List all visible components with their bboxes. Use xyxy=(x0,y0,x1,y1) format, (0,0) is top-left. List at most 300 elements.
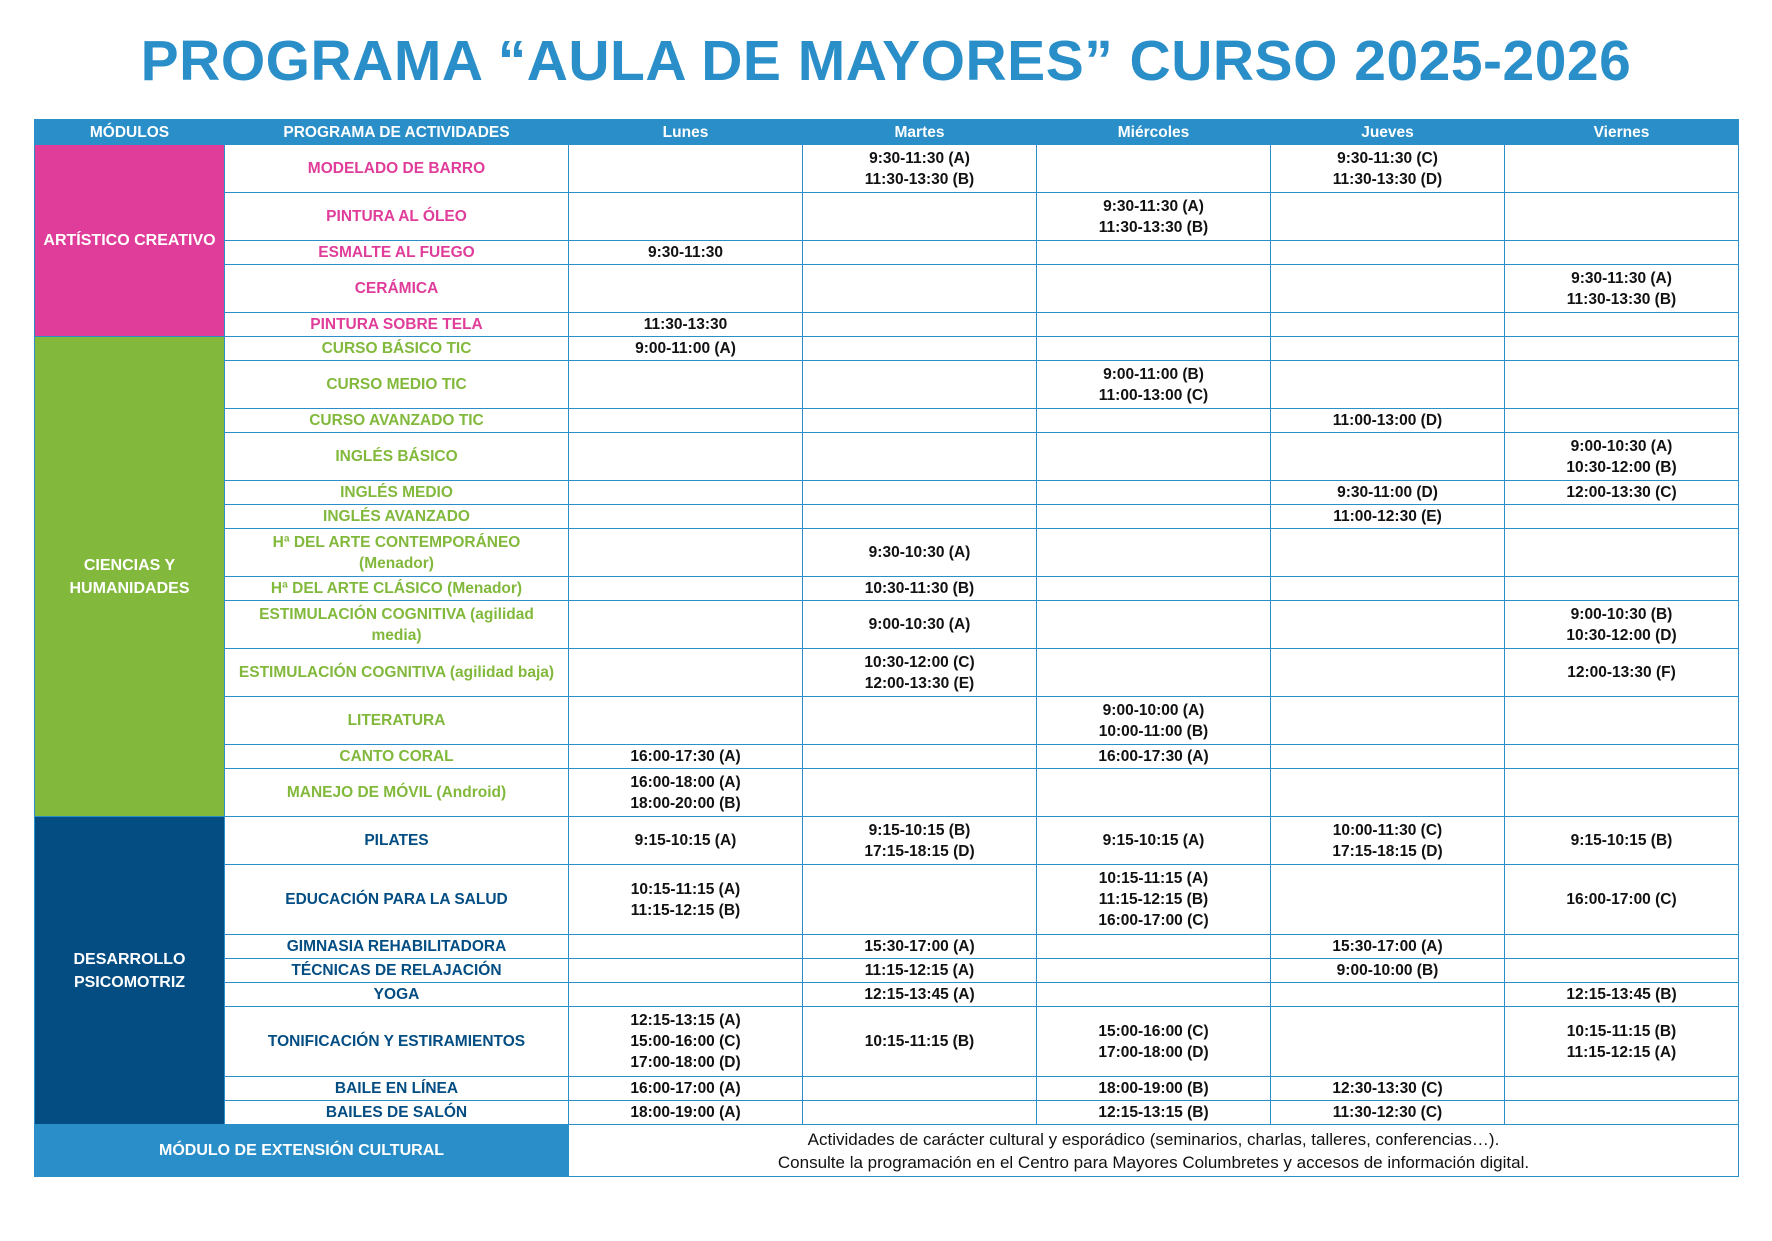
time-slot: 12:15-13:15 (A) xyxy=(630,1012,741,1029)
schedule-cell xyxy=(803,193,1037,241)
extension-line: Consulte la programación en el Centro para Mayores Columbretes y accesos de información digital. xyxy=(777,1152,1530,1172)
schedule-cell xyxy=(1271,745,1505,769)
activity-cell xyxy=(225,505,569,529)
schedule-cell xyxy=(1037,1101,1271,1125)
time-slot: 9:30-11:30 (A) xyxy=(869,149,970,167)
schedule-cell xyxy=(1037,649,1271,697)
time-slot: 18:00-20:00 (B) xyxy=(630,794,741,812)
header-viernes: Viernes xyxy=(1505,120,1739,145)
activity-name: PINTURA AL ÓLEO xyxy=(326,208,467,225)
time-slot: 12:15-13:45 (B) xyxy=(1566,986,1677,1003)
schedule-cell xyxy=(1505,1077,1739,1101)
schedule-cell xyxy=(1271,649,1505,697)
activity-cell xyxy=(225,935,569,959)
activity-name: Hª DEL ARTE CONTEMPORÁNEO xyxy=(272,533,521,551)
activity-name: ESMALTE AL FUEGO xyxy=(318,244,475,261)
activity-name: media) xyxy=(371,626,422,644)
schedule-cell xyxy=(1037,1077,1271,1101)
schedule-cell xyxy=(1271,145,1505,193)
schedule-cell xyxy=(1037,361,1271,409)
activity-name: ESTIMULACIÓN COGNITIVA (agilidad baja) xyxy=(238,664,555,681)
time-slot: 9:15-10:15 (B) xyxy=(1570,832,1673,849)
activity-cell xyxy=(225,265,569,313)
schedule-cell xyxy=(569,1077,803,1101)
schedule-cell xyxy=(1037,817,1271,865)
activity-name: CURSO MEDIO TIC xyxy=(326,376,467,393)
activity-name: CANTO CORAL xyxy=(339,748,454,765)
time-slot: 11:00-12:30 (E) xyxy=(1333,508,1442,525)
time-slot: 10:00-11:30 (C) xyxy=(1332,821,1443,839)
time-slot: 9:30-11:30 xyxy=(648,244,723,261)
activity-cell xyxy=(225,577,569,601)
page-title: PROGRAMA “AULA DE MAYORES” CURSO 2025-2026 xyxy=(140,29,1632,93)
schedule-cell xyxy=(1505,145,1739,193)
module-cell xyxy=(35,337,225,817)
schedule-cell xyxy=(1037,409,1271,433)
schedule-cell xyxy=(1037,433,1271,481)
schedule-cell xyxy=(569,481,803,505)
schedule-cell xyxy=(1271,481,1505,505)
activity-name: YOGA xyxy=(373,986,420,1003)
schedule-cell xyxy=(803,409,1037,433)
module-name: ARTÍSTICO CREATIVO xyxy=(43,232,216,249)
schedule-cell xyxy=(1037,313,1271,337)
schedule-cell xyxy=(803,529,1037,577)
schedule-body xyxy=(35,145,1739,1177)
schedule-cell xyxy=(1505,505,1739,529)
schedule-cell xyxy=(1037,697,1271,745)
schedule-cell xyxy=(1037,265,1271,313)
time-slot: 9:30-11:30 (C) xyxy=(1337,149,1438,167)
activity-name: CURSO BÁSICO TIC xyxy=(321,340,472,357)
activity-cell xyxy=(225,433,569,481)
time-slot: 17:15-18:15 (D) xyxy=(864,842,975,860)
extension-row xyxy=(35,1125,1739,1177)
activity-name: INGLÉS BÁSICO xyxy=(335,448,458,465)
time-slot: 16:00-17:00 (A) xyxy=(630,1080,741,1097)
activity-cell xyxy=(225,697,569,745)
table-row xyxy=(35,1007,1739,1077)
time-slot: 10:30-12:00 (D) xyxy=(1566,626,1677,644)
activity-cell xyxy=(225,361,569,409)
time-slot: 11:30-12:30 (C) xyxy=(1332,1104,1443,1121)
schedule-cell xyxy=(803,505,1037,529)
time-slot: 15:00-16:00 (C) xyxy=(1098,1022,1209,1040)
activity-cell xyxy=(225,817,569,865)
time-slot: 16:00-17:30 (A) xyxy=(630,748,741,765)
time-slot: 18:00-19:00 (B) xyxy=(1098,1080,1209,1097)
schedule-cell xyxy=(803,817,1037,865)
schedule-cell xyxy=(569,959,803,983)
schedule-cell xyxy=(1271,193,1505,241)
schedule-cell xyxy=(1271,313,1505,337)
time-slot: 11:30-13:30 (D) xyxy=(1332,170,1443,188)
schedule-cell xyxy=(1505,769,1739,817)
schedule-cell xyxy=(569,193,803,241)
table-row xyxy=(35,697,1739,745)
schedule-cell xyxy=(1505,745,1739,769)
schedule-cell xyxy=(1271,409,1505,433)
schedule-cell xyxy=(1505,193,1739,241)
time-slot: 9:00-11:00 (B) xyxy=(1103,365,1204,383)
module-name-line: HUMANIDADES xyxy=(69,579,190,597)
schedule-cell xyxy=(1271,769,1505,817)
activity-name: MODELADO DE BARRO xyxy=(307,160,486,177)
module-cell xyxy=(35,145,225,337)
schedule-cell xyxy=(803,649,1037,697)
time-slot: 15:30-17:00 (A) xyxy=(1332,938,1443,955)
schedule-cell xyxy=(1271,601,1505,649)
schedule-cell xyxy=(569,817,803,865)
schedule-cell xyxy=(1271,959,1505,983)
time-slot: 11:15-12:15 (B) xyxy=(1098,891,1209,908)
schedule-cell xyxy=(1271,817,1505,865)
schedule-cell xyxy=(569,865,803,935)
schedule-cell xyxy=(569,935,803,959)
schedule-cell xyxy=(1271,265,1505,313)
time-slot: 9:30-11:30 (A) xyxy=(1571,269,1672,287)
table-row xyxy=(35,601,1739,649)
module-cell xyxy=(35,817,225,1125)
time-slot: 9:30-11:30 (A) xyxy=(1103,197,1204,215)
time-slot: 10:30-12:00 (B) xyxy=(1566,458,1677,476)
schedule-cell xyxy=(1271,433,1505,481)
schedule-cell xyxy=(569,577,803,601)
table-row xyxy=(35,433,1739,481)
table-row xyxy=(35,145,1739,193)
schedule-cell xyxy=(569,505,803,529)
schedule-cell xyxy=(1505,983,1739,1007)
time-slot: 12:15-13:45 (A) xyxy=(864,986,975,1003)
time-slot: 10:30-11:30 (B) xyxy=(864,580,975,597)
schedule-cell xyxy=(569,1101,803,1125)
module-name-line: PSICOMOTRIZ xyxy=(73,973,186,991)
time-slot: 11:30-13:30 (B) xyxy=(864,170,975,188)
schedule-cell xyxy=(1037,193,1271,241)
schedule-cell xyxy=(569,361,803,409)
table-row xyxy=(35,481,1739,505)
time-slot: 11:00-13:00 (C) xyxy=(1098,386,1209,404)
extension-line: Actividades de carácter cultural y esporádico (seminarios, charlas, talleres, conferencias…). xyxy=(807,1129,1500,1149)
time-slot: 9:00-10:30 (B) xyxy=(1570,605,1673,623)
time-slot: 9:15-10:15 (B) xyxy=(868,821,971,839)
schedule-cell xyxy=(803,481,1037,505)
table-row xyxy=(35,649,1739,697)
schedule-cell xyxy=(1505,601,1739,649)
time-slot: 9:00-10:00 (A) xyxy=(1102,701,1205,719)
schedule-cell xyxy=(1271,1101,1505,1125)
schedule-cell xyxy=(803,313,1037,337)
activity-name: BAILES DE SALÓN xyxy=(325,1104,468,1121)
time-slot: 16:00-18:00 (A) xyxy=(630,773,741,791)
schedule-cell xyxy=(1505,241,1739,265)
schedule-cell xyxy=(1505,697,1739,745)
time-slot: 10:15-11:15 (A) xyxy=(1098,870,1209,887)
schedule-cell xyxy=(1505,865,1739,935)
time-slot: 11:15-12:15 (A) xyxy=(1566,1043,1677,1061)
table-row xyxy=(35,409,1739,433)
activity-name: ESTIMULACIÓN COGNITIVA (agilidad xyxy=(259,605,534,623)
activity-cell xyxy=(225,481,569,505)
schedule-cell xyxy=(569,337,803,361)
table-row xyxy=(35,577,1739,601)
time-slot: 9:00-10:30 (A) xyxy=(1570,437,1673,455)
schedule-cell xyxy=(1037,601,1271,649)
schedule-cell xyxy=(1271,505,1505,529)
activity-cell xyxy=(225,649,569,697)
table-row xyxy=(35,935,1739,959)
activity-name: (Menador) xyxy=(359,554,434,572)
schedule-cell xyxy=(1505,313,1739,337)
header-programa: PROGRAMA DE ACTIVIDADES xyxy=(225,120,569,145)
schedule-cell xyxy=(1271,935,1505,959)
time-slot: 11:30-13:30 xyxy=(643,316,728,333)
schedule-cell xyxy=(803,1077,1037,1101)
schedule-cell xyxy=(569,601,803,649)
schedule-cell xyxy=(1505,649,1739,697)
table-row xyxy=(35,313,1739,337)
schedule-cell xyxy=(1505,337,1739,361)
table-row xyxy=(35,817,1739,865)
time-slot: 18:00-19:00 (A) xyxy=(630,1104,741,1121)
schedule-table xyxy=(34,119,1739,1177)
table-row xyxy=(35,983,1739,1007)
table-row xyxy=(35,241,1739,265)
activity-name: EDUCACIÓN PARA LA SALUD xyxy=(285,891,508,908)
time-slot: 9:00-10:00 (B) xyxy=(1336,962,1439,979)
activity-name: PINTURA SOBRE TELA xyxy=(310,316,483,333)
schedule-cell xyxy=(1271,577,1505,601)
time-slot: 9:15-10:15 (A) xyxy=(634,832,737,849)
schedule-cell xyxy=(569,265,803,313)
activity-cell xyxy=(225,959,569,983)
activity-cell xyxy=(225,409,569,433)
schedule-cell xyxy=(1037,745,1271,769)
schedule-cell xyxy=(1037,241,1271,265)
table-row xyxy=(35,361,1739,409)
table-row xyxy=(35,193,1739,241)
schedule-cell xyxy=(1271,337,1505,361)
schedule-cell xyxy=(1505,959,1739,983)
time-slot: 9:30-11:00 (D) xyxy=(1337,484,1438,501)
time-slot: 12:30-13:30 (C) xyxy=(1332,1080,1443,1097)
time-slot: 12:00-13:30 (E) xyxy=(864,674,975,692)
schedule-cell xyxy=(1271,241,1505,265)
schedule-cell xyxy=(803,337,1037,361)
activity-name: LITERATURA xyxy=(347,712,446,729)
schedule-cell xyxy=(1505,409,1739,433)
schedule-cell xyxy=(569,983,803,1007)
schedule-cell xyxy=(1037,769,1271,817)
schedule-cell xyxy=(569,145,803,193)
header-miercoles: Miércoles xyxy=(1037,120,1271,145)
time-slot: 12:00-13:30 (F) xyxy=(1567,664,1676,681)
activity-name: CERÁMICA xyxy=(354,280,439,297)
time-slot: 16:00-17:00 (C) xyxy=(1098,912,1209,929)
table-row xyxy=(35,959,1739,983)
schedule-cell xyxy=(569,649,803,697)
activity-cell xyxy=(225,1101,569,1125)
activity-cell xyxy=(225,193,569,241)
activity-name: PILATES xyxy=(364,832,429,849)
schedule-cell xyxy=(803,265,1037,313)
schedule-cell xyxy=(569,697,803,745)
schedule-cell xyxy=(803,145,1037,193)
time-slot: 15:30-17:00 (A) xyxy=(864,938,975,955)
module-name-line: CIENCIAS Y xyxy=(83,556,176,574)
time-slot: 11:15-12:15 (A) xyxy=(864,962,975,979)
schedule-cell xyxy=(1505,817,1739,865)
time-slot: 10:15-11:15 (B) xyxy=(1566,1022,1677,1040)
activity-cell xyxy=(225,145,569,193)
time-slot: 10:15-11:15 (B) xyxy=(864,1033,975,1050)
schedule-cell xyxy=(1505,265,1739,313)
table-row xyxy=(35,1077,1739,1101)
schedule-cell xyxy=(1505,1101,1739,1125)
activity-name: MANEJO DE MÓVIL (Android) xyxy=(286,784,507,801)
activity-cell xyxy=(225,865,569,935)
schedule-cell xyxy=(803,577,1037,601)
activity-name: GIMNASIA REHABILITADORA xyxy=(286,938,507,955)
activity-cell xyxy=(225,241,569,265)
schedule-cell xyxy=(803,433,1037,481)
schedule-cell xyxy=(803,769,1037,817)
header-lunes: Lunes xyxy=(569,120,803,145)
header-modulos: MÓDULOS xyxy=(35,120,225,145)
schedule-cell xyxy=(1037,983,1271,1007)
extension-label: MÓDULO DE EXTENSIÓN CULTURAL xyxy=(35,1125,569,1177)
activity-cell xyxy=(225,769,569,817)
activity-cell xyxy=(225,601,569,649)
time-slot: 9:00-11:00 (A) xyxy=(635,340,736,357)
time-slot: 16:00-17:30 (A) xyxy=(1098,748,1209,765)
schedule-cell xyxy=(1505,529,1739,577)
activity-cell xyxy=(225,529,569,577)
schedule-cell xyxy=(1037,337,1271,361)
time-slot: 15:00-16:00 (C) xyxy=(630,1033,741,1050)
schedule-cell xyxy=(1505,481,1739,505)
schedule-cell xyxy=(569,241,803,265)
activity-cell xyxy=(225,313,569,337)
schedule-cell xyxy=(1037,145,1271,193)
table-row xyxy=(35,265,1739,313)
table-row xyxy=(35,1101,1739,1125)
schedule-cell xyxy=(1505,1007,1739,1077)
table-row xyxy=(35,769,1739,817)
activity-name: TONIFICACIÓN Y ESTIRAMIENTOS xyxy=(267,1033,526,1050)
header-row xyxy=(35,120,1739,145)
activity-name: INGLÉS MEDIO xyxy=(340,484,453,501)
schedule-cell xyxy=(569,1007,803,1077)
schedule-cell xyxy=(1037,1007,1271,1077)
activity-name: INGLÉS AVANZADO xyxy=(323,508,470,525)
module-name-line: DESARROLLO xyxy=(73,950,186,968)
schedule-cell xyxy=(803,1101,1037,1125)
schedule-cell xyxy=(803,745,1037,769)
time-slot: 11:30-13:30 (B) xyxy=(1098,218,1209,236)
activity-cell xyxy=(225,745,569,769)
table-row xyxy=(35,337,1739,361)
time-slot: 10:30-12:00 (C) xyxy=(864,653,975,671)
table-row xyxy=(35,745,1739,769)
time-slot: 9:00-10:30 (A) xyxy=(868,616,971,633)
activity-name: CURSO AVANZADO TIC xyxy=(309,412,484,429)
schedule-cell xyxy=(569,745,803,769)
schedule-cell xyxy=(1037,505,1271,529)
activity-name: Hª DEL ARTE CLÁSICO (Menador) xyxy=(270,580,523,597)
schedule-cell xyxy=(1037,865,1271,935)
header-martes: Martes xyxy=(803,120,1037,145)
activity-cell xyxy=(225,1077,569,1101)
schedule-cell xyxy=(803,697,1037,745)
schedule-cell xyxy=(803,983,1037,1007)
time-slot: 17:15-18:15 (D) xyxy=(1332,842,1443,860)
schedule-cell xyxy=(1271,1077,1505,1101)
schedule-cell xyxy=(803,959,1037,983)
time-slot: 9:30-10:30 (A) xyxy=(868,544,971,561)
activity-cell xyxy=(225,983,569,1007)
schedule-cell xyxy=(803,865,1037,935)
table-row xyxy=(35,529,1739,577)
schedule-cell xyxy=(1037,935,1271,959)
schedule-cell xyxy=(1271,865,1505,935)
schedule-cell xyxy=(569,313,803,337)
header-jueves: Jueves xyxy=(1271,120,1505,145)
time-slot: 17:00-18:00 (D) xyxy=(630,1054,741,1071)
schedule-cell xyxy=(1271,697,1505,745)
schedule-cell xyxy=(803,241,1037,265)
activity-name: BAILE EN LÍNEA xyxy=(334,1080,459,1097)
time-slot: 10:00-11:00 (B) xyxy=(1098,722,1209,740)
schedule-cell xyxy=(1271,529,1505,577)
schedule-cell xyxy=(803,935,1037,959)
schedule-cell xyxy=(569,529,803,577)
schedule-cell xyxy=(1037,577,1271,601)
schedule-cell xyxy=(1505,577,1739,601)
time-slot: 12:15-13:15 (B) xyxy=(1098,1104,1209,1121)
time-slot: 11:15-12:15 (B) xyxy=(630,901,741,919)
time-slot: 11:00-13:00 (D) xyxy=(1332,412,1443,429)
schedule-cell xyxy=(1505,433,1739,481)
table-row xyxy=(35,505,1739,529)
time-slot: 12:00-13:30 (C) xyxy=(1566,484,1677,501)
schedule-cell xyxy=(569,409,803,433)
schedule-cell xyxy=(1037,959,1271,983)
schedule-cell xyxy=(1505,935,1739,959)
schedule-cell xyxy=(1271,1007,1505,1077)
schedule-cell xyxy=(1037,481,1271,505)
extension-text xyxy=(569,1125,1739,1177)
time-slot: 9:15-10:15 (A) xyxy=(1102,832,1205,849)
schedule-cell xyxy=(1271,361,1505,409)
activity-cell xyxy=(225,337,569,361)
time-slot: 17:00-18:00 (D) xyxy=(1098,1043,1209,1061)
schedule-cell xyxy=(803,361,1037,409)
schedule-cell xyxy=(803,1007,1037,1077)
schedule-cell xyxy=(1505,361,1739,409)
time-slot: 11:30-13:30 (B) xyxy=(1566,290,1677,308)
schedule-cell xyxy=(1271,983,1505,1007)
schedule-cell xyxy=(569,769,803,817)
activity-name: TÉCNICAS DE RELAJACIÓN xyxy=(291,962,502,979)
table-row xyxy=(35,865,1739,935)
activity-cell xyxy=(225,1007,569,1077)
schedule-cell xyxy=(569,433,803,481)
time-slot: 16:00-17:00 (C) xyxy=(1566,891,1677,908)
schedule-cell xyxy=(1037,529,1271,577)
time-slot: 10:15-11:15 (A) xyxy=(630,880,741,898)
schedule-cell xyxy=(803,601,1037,649)
